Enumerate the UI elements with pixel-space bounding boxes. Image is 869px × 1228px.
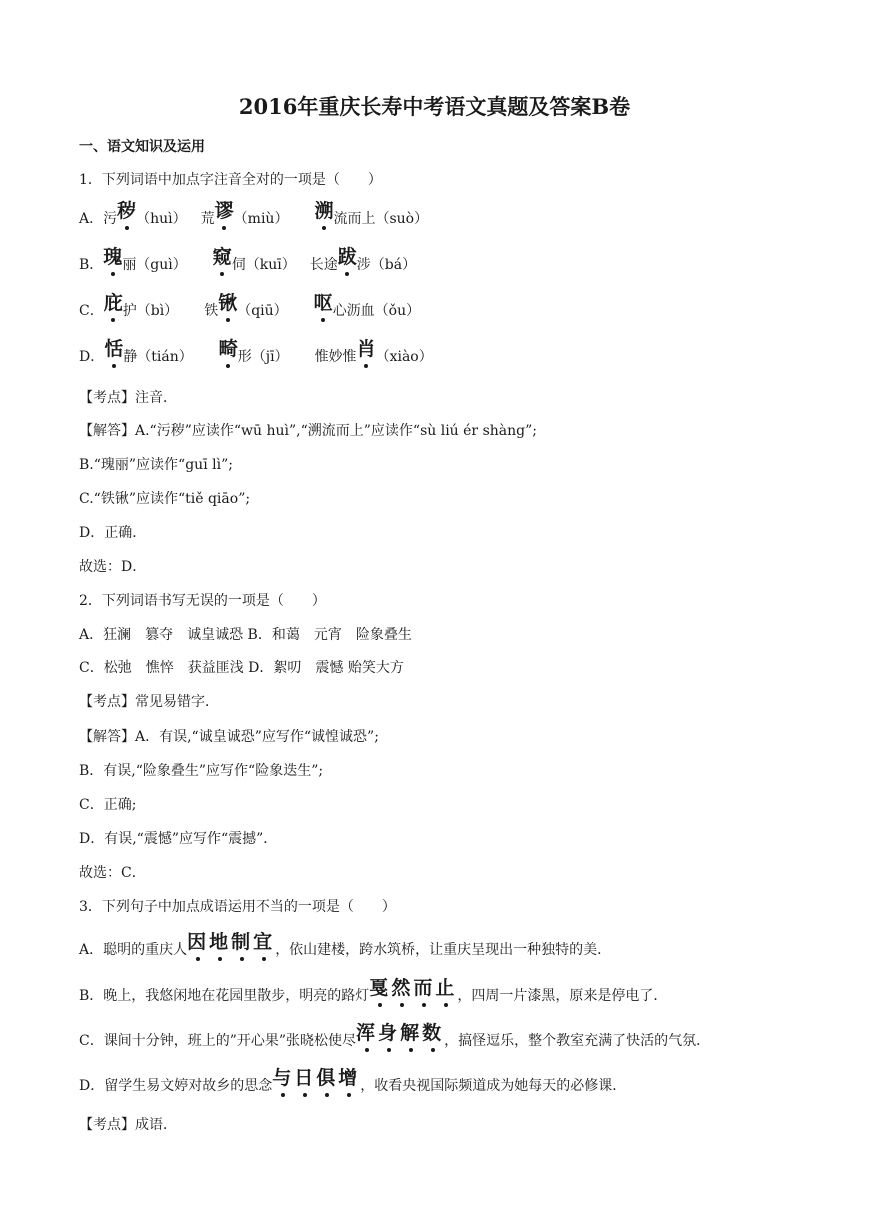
dotted-idiom: 浑身解数 — [356, 1022, 445, 1044]
dotted-idiom: 戛然而止 — [369, 977, 458, 999]
word-text: 涉（bá） — [356, 257, 417, 273]
dotted-char: 锹 — [218, 292, 238, 314]
q2-options-row1: A．狂澜 篡夺 诚皇诚恐 B．和蔼 元宵 险象叠生 — [79, 627, 412, 643]
q1-explain-b: B.“瑰丽”应读作“guī lì”; — [79, 457, 233, 473]
q2-options-row2: C．松弛 憔悴 获益匪浅 D．絮叨 震憾 贻笑大方 — [79, 660, 404, 676]
q1-explain-d: D．正确． — [79, 525, 147, 541]
q2-kaodian: 【考点】常见易错字． — [79, 694, 219, 710]
q1-answer: 故选：D． — [79, 559, 147, 575]
dotted-char: 溯 — [314, 200, 334, 222]
page-title: 2016年重庆长寿中考语文真题及答案B卷 — [238, 94, 631, 119]
word-text: 流而上（suò） — [333, 211, 429, 227]
option-label: D． — [79, 349, 105, 365]
sentence-text: ，依山建楼，跨水筑桥，让重庆呈现出一种独特的美． — [275, 942, 612, 958]
dotted-char: 畸 — [218, 338, 238, 360]
dotted-char: 谬 — [214, 200, 234, 222]
dotted-char: 跋 — [337, 246, 357, 268]
q1-stem: 1．下列词语中加点字注音全对的一项是（ ） — [79, 172, 382, 188]
dotted-char: 窥 — [212, 246, 232, 268]
word-text: 护（bì） — [122, 303, 179, 319]
q3-option-d — [79, 1067, 627, 1096]
word-text: 伺（kuī） — [231, 257, 296, 273]
pinyin: （miù） — [233, 211, 289, 227]
option-label: A． — [79, 211, 104, 227]
option-label: B． — [79, 257, 104, 273]
word-text: 铁 — [204, 303, 219, 319]
sentence-text: ，收看央视国际频道成为她每天的必修课． — [360, 1078, 627, 1094]
q2-answer: 故选：C． — [79, 865, 146, 881]
q1-option-b — [79, 246, 417, 275]
sentence-text: D．留学生易文婷对故乡的思念 — [79, 1078, 273, 1094]
q1-option-a — [79, 200, 429, 229]
pinyin: （huì） — [136, 211, 187, 227]
dotted-char: 肖 — [356, 338, 376, 360]
dotted-char: 秽 — [117, 200, 137, 222]
dotted-char: 瑰 — [103, 246, 123, 268]
word-text: 长途 — [309, 257, 338, 273]
q3-kaodian: 【考点】成语． — [79, 1117, 177, 1133]
q2-explain-d: D．有误,“震憾”应写作“震撼”． — [79, 831, 278, 847]
q2-explain-c: C．正确; — [79, 797, 137, 813]
word-text: 荒 — [200, 211, 215, 227]
q1-option-d — [79, 338, 433, 367]
sentence-text: B．晚上，我悠闲地在花园里散步，明亮的路灯 — [79, 988, 370, 1004]
option-label: C． — [79, 303, 104, 319]
q1-kaodian: 【考点】注音． — [79, 390, 177, 406]
q3-option-a — [79, 931, 612, 960]
sentence-text: ，搞怪逗乐，整个教室充满了快活的气氛． — [444, 1033, 711, 1049]
section-heading: 一、语文知识及运用 — [79, 139, 205, 155]
q3-option-b — [79, 977, 668, 1006]
word-text: 心沥血（ǒu） — [332, 303, 421, 319]
q2-explain-b: B．有误,“险象叠生”应写作“险象迭生”; — [79, 763, 324, 779]
dotted-char: 庇 — [103, 292, 123, 314]
sentence-text: A．聪明的重庆人 — [79, 942, 188, 958]
word-text: 丽（guì） — [122, 257, 187, 273]
word-text: 惟妙惟 — [314, 349, 357, 365]
q3-option-c — [79, 1022, 711, 1051]
dotted-char: 呕 — [313, 292, 333, 314]
q1-option-c — [79, 292, 421, 321]
word-text: 污 — [103, 211, 118, 227]
q3-stem: 3．下列句子中加点成语运用不当的一项是（ ） — [79, 899, 396, 915]
dotted-idiom: 与日俱增 — [272, 1067, 361, 1089]
q2-stem: 2．下列词语书写无误的一项是（ ） — [79, 593, 326, 609]
dotted-char: 恬 — [104, 338, 124, 360]
q1-explain-c: C.“铁锹”应读作“tiě qiāo”; — [79, 491, 251, 507]
q1-jieda: 【解答】A.“污秽”应读作“wū huì”,“溯流而上”应读作“sù liú ér shàng”; — [79, 423, 537, 439]
sentence-text: ，四周一片漆黑，原来是停电了． — [457, 988, 668, 1004]
q2-jieda: 【解答】A．有误,“诚皇诚恐”应写作“诚惶诚恐”; — [79, 729, 379, 745]
pinyin: （qiū） — [237, 303, 288, 319]
dotted-idiom: 因地制宜 — [187, 931, 276, 953]
pinyin: （xiào） — [375, 349, 433, 365]
sentence-text: C．课间十分钟，班上的”开心果”张晓松使尽 — [79, 1033, 357, 1049]
word-text: 静（tián） — [123, 349, 193, 365]
word-text: 形（jī） — [237, 349, 289, 365]
